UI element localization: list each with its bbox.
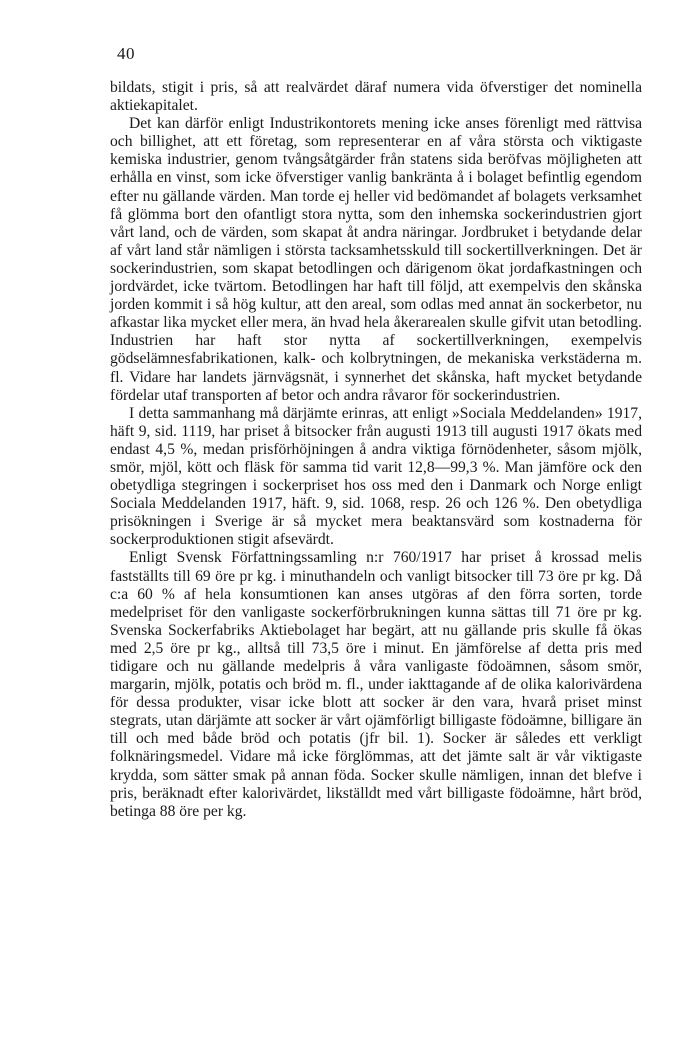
- page-number: 40: [117, 44, 135, 63]
- paragraph-sociala-meddelanden: I detta sammanhang må därjämte erinras, att enligt »Sociala Meddelanden» 1917, häft 9, sid. 1119, har priset å bitsocker från augusti 1913 till augusti 1917 ökats med endast 4,5 %, medan prisförhöjningen å andra viktiga förnödenheter, såsom mjölk, smör, mjöl, kött och fläsk för samma tid varit 12,8—99,3 %. Man jämföre ock den obetydliga stegringen i sockerpriset hos oss med den i Danmark och Norge enligt Sociala Meddelanden 1917, häft. 9, sid. 1068, resp. 26 och 126 %. Den obetydliga prisökningen i Sverige är så mycket mera beaktansvärd som kostnaderna för sockerproduktionen stigit afsevärdt.: [110, 404, 642, 549]
- paragraph-forfattningssamling: Enligt Svensk Författningssamling n:r 760/1917 har priset å krossad melis fastställts till 69 öre pr kg. i minuthandeln och vanligt bitsocker till 73 öre pr kg. Då c:a 60 % af hela konsumtionen kan anses utgöras af den förra sorten, torde medelpriset för den vanligaste sockerförbrukningen kunna sättas till 71 öre pr kg. Svenska Sockerfabriks Aktiebolaget har begärt, att nu gällande pris skulle få ökas med 2,5 öre pr kg., alltså till 73,5 öre i minut. En jämförelse af detta pris med tidigare och nu gällande medelpris å våra vanligaste födoämnen, såsom smör, margarin, mjölk, potatis och bröd m. fl., under iakttagande af de olika kalorivärdena för dessa produkter, visar icke blott att socker är den vara, hvarå priset minst stegrats, utan därjämte att socker är vårt ojämförligt billigaste födoämne, billigare än till och med både bröd och potatis (jfr bil. 1). Socker är således ett verkligt folknäringsmedel. Vidare må icke förglömmas, att det jämte salt är vår viktigaste krydda, som sätter smak på annan föda. Socker skulle nämligen, innan det blefve i pris, beräknadt efter kalorivärdet, likställdt med vårt billigaste födoämne, hårt bröd, betinga 88 öre per kg.: [110, 549, 642, 820]
- paragraph-continuation: bildats, stigit i pris, så att realvärdet däraf numera vida öfverstiger det nominella aktiekapitalet.: [110, 79, 642, 115]
- paragraph-industrikontoret: Det kan därför enligt Industrikontorets mening icke anses förenligt med rättvisa och billighet, att ett företag, som representerar en af våra största och viktigaste kemiska industrier, genom tvångsåtgärder från statens sida beröfvas möjligheten att erhålla en vinst, som icke öfverstiger vanlig bankränta å i bolaget befintlig egendom efter nu gällande värden. Man torde ej heller vid bedömandet af bolagets verksamhet få glömma bort den ofantligt stora nytta, som den inhemska sockerindustrien gjort vårt land, och de värden, som skapat åt andra näringar. Jordbruket i betydande delar af vårt land står nämligen i största tacksamhetsskuld till sockertillverkningen. Det är sockerindustrien, som skapat betodlingen och därigenom ökat jordafkastningen och jordvärdet, icke tvärtom. Betodlingen har haft till följd, att exempelvis den skånska jorden kommit i så hög kultur, att den areal, som odlas med annat än sockerbetor, nu afkastar lika mycket eller mera, än hvad hela åkerarealen skulle gifvit utan betodling. Industrien har haft stor nytta af sockertillverkningen, exempelvis gödselämnesfabrikationen, kalk- och kolbrytningen, de mekaniska verkstäderna m. fl. Vidare har landets järnvägsnät, i synnerhet det skånska, haft mycket betydande fördelar utaf transporten af betor och andra råvaror för sockerindustrien.: [110, 115, 642, 404]
- body-text: [110, 79, 642, 821]
